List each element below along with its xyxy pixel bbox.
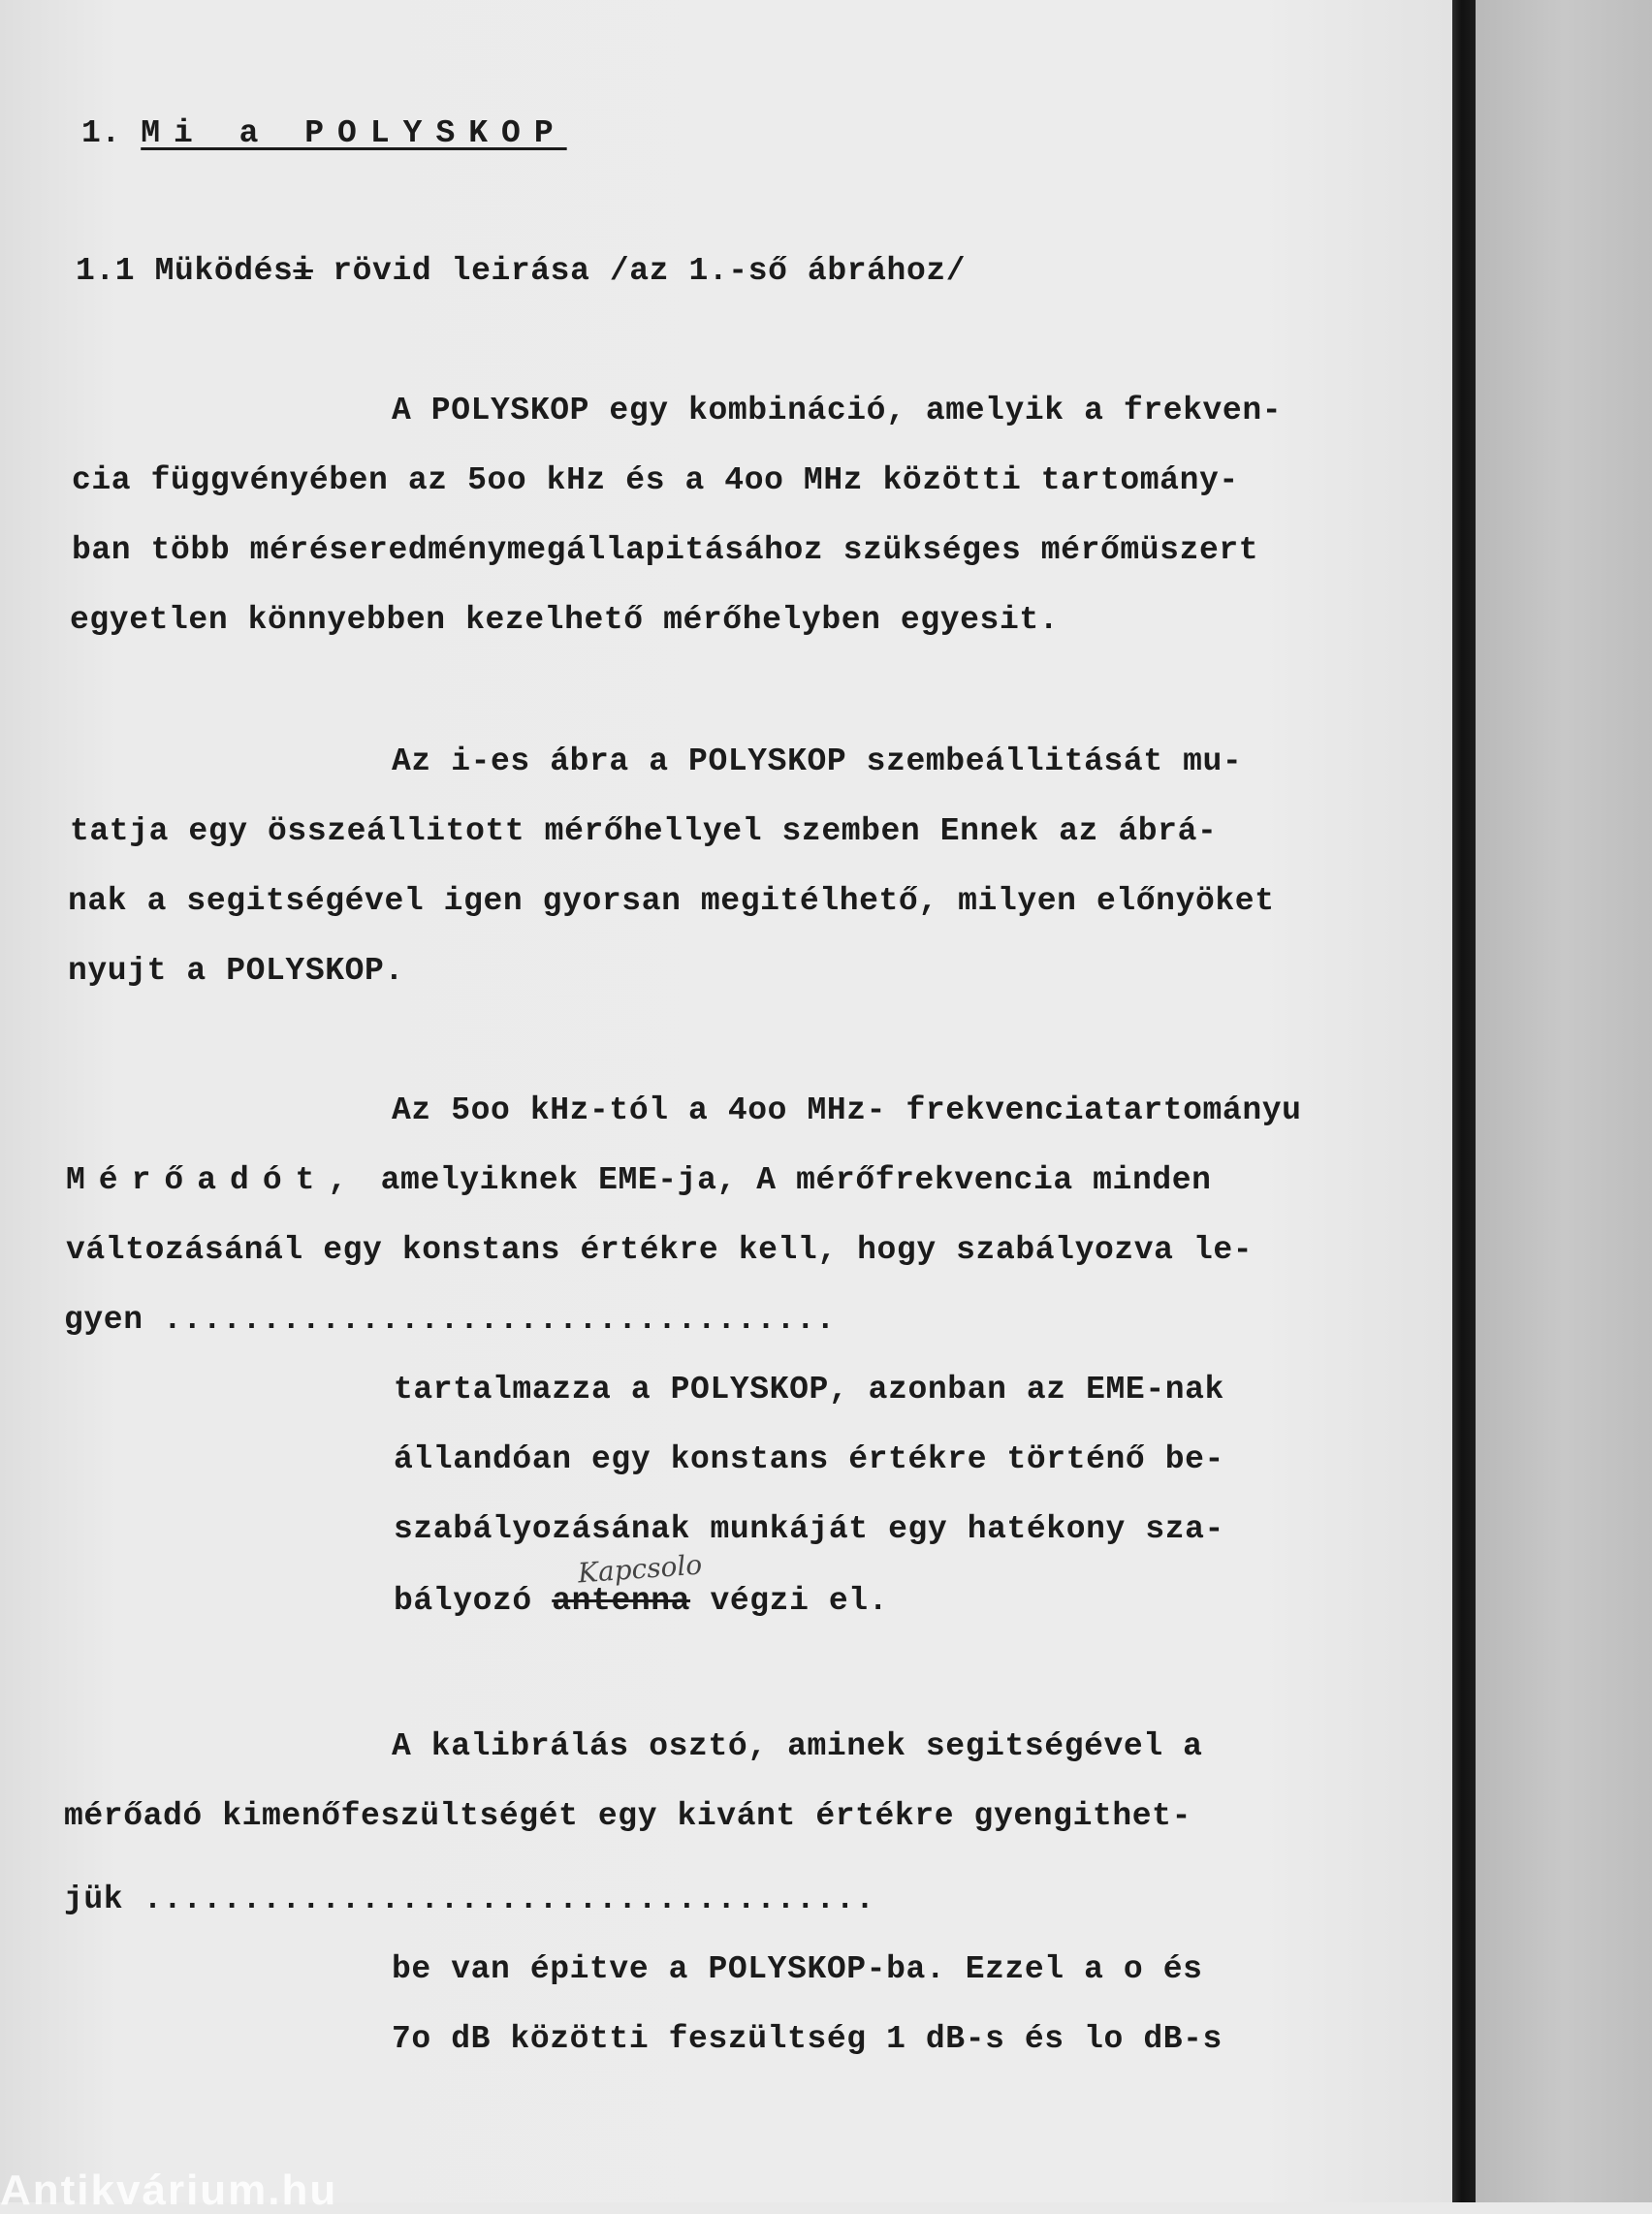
paragraph-3-line-3: változásánál egy konstans értékre kell, hogy szabályozva le- <box>66 1232 1254 1268</box>
watermark: Antikvárium.hu <box>0 2167 338 2214</box>
paragraph-3-indent-line-1: tartalmazza a POLYSKOP, azonban az EME-nak <box>394 1372 1224 1407</box>
paragraph-3-line-2 <box>66 1161 1212 1200</box>
page-edge-shadow <box>1452 0 1476 2202</box>
paragraph-4-line-1: A kalibrálás osztó, aminek segitségével a <box>392 1728 1203 1764</box>
paragraph-1-line-3: ban több méréseredménymegállapitásához szükséges mérőmüszert <box>72 532 1259 568</box>
paragraph-3-line-4: gyen .................................. <box>64 1302 836 1338</box>
paragraph-1-line-1: A POLYSKOP egy kombináció, amelyik a frekven- <box>392 393 1283 428</box>
subheading-end: rövid leirása /az 1.-ső ábrához/ <box>312 253 967 289</box>
paragraph-3-line-2-rest: amelyiknek EME-ja, A mérőfrekvencia minden <box>361 1162 1212 1198</box>
heading-title: Mi a POLYSKOP <box>141 115 567 151</box>
paragraph-3-indent-line-4 <box>394 1582 888 1621</box>
last-line-end: végzi el. <box>690 1583 889 1619</box>
subsection-heading <box>76 252 966 291</box>
paragraph-4-indent-line-1: be van épitve a POLYSKOP-ba. Ezzel a o és <box>392 1951 1203 1987</box>
paragraph-3-indent-line-3: szabályozásának munkáját egy hatékony sza- <box>394 1511 1224 1547</box>
paragraph-2-line-1: Az i-es ábra a POLYSKOP szembeállitását mu- <box>392 743 1243 779</box>
paragraph-4-indent-line-2: 7o dB közötti feszültség 1 dB-s és lo dB-s <box>392 2021 1223 2057</box>
last-line-start: bályozó <box>394 1583 553 1619</box>
paragraph-2-line-2: tatja egy összeállitott mérőhellyel szemben Ennek az ábrá- <box>70 813 1218 849</box>
paragraph-4-line-3: jük ..................................... <box>64 1882 875 1917</box>
subheading-start: 1.1 Müködés <box>76 253 294 289</box>
background-surface <box>1476 0 1652 2202</box>
heading-number: 1. <box>81 115 121 151</box>
paragraph-3-indent-line-2: állandóan egy konstans értékre történő be- <box>394 1441 1224 1477</box>
struck-word: antenna <box>552 1583 691 1619</box>
struck-character: i <box>293 253 313 289</box>
paragraph-1-line-4: egyetlen könnyebben kezelhető mérőhelyben egyesit. <box>70 602 1060 638</box>
paragraph-2-line-3: nak a segitségével igen gyorsan megitélhető, milyen előnyöket <box>68 883 1275 919</box>
paragraph-3-line-1: Az 5oo kHz-tól a 4oo MHz- frekvenciatartományu <box>392 1092 1302 1128</box>
paragraph-4-line-2: mérőadó kimenőfeszültségét egy kivánt értékre gyengithet- <box>64 1798 1191 1834</box>
paragraph-1-line-2: cia függvényében az 5oo kHz és a 4oo MHz közötti tartomány- <box>72 462 1239 498</box>
spaced-word: Mérőadót, <box>66 1162 362 1198</box>
section-heading <box>81 114 567 153</box>
paragraph-2-line-4: nyujt a POLYSKOP. <box>68 953 404 989</box>
handwritten-correction: Kapcsolo <box>576 1548 704 1590</box>
